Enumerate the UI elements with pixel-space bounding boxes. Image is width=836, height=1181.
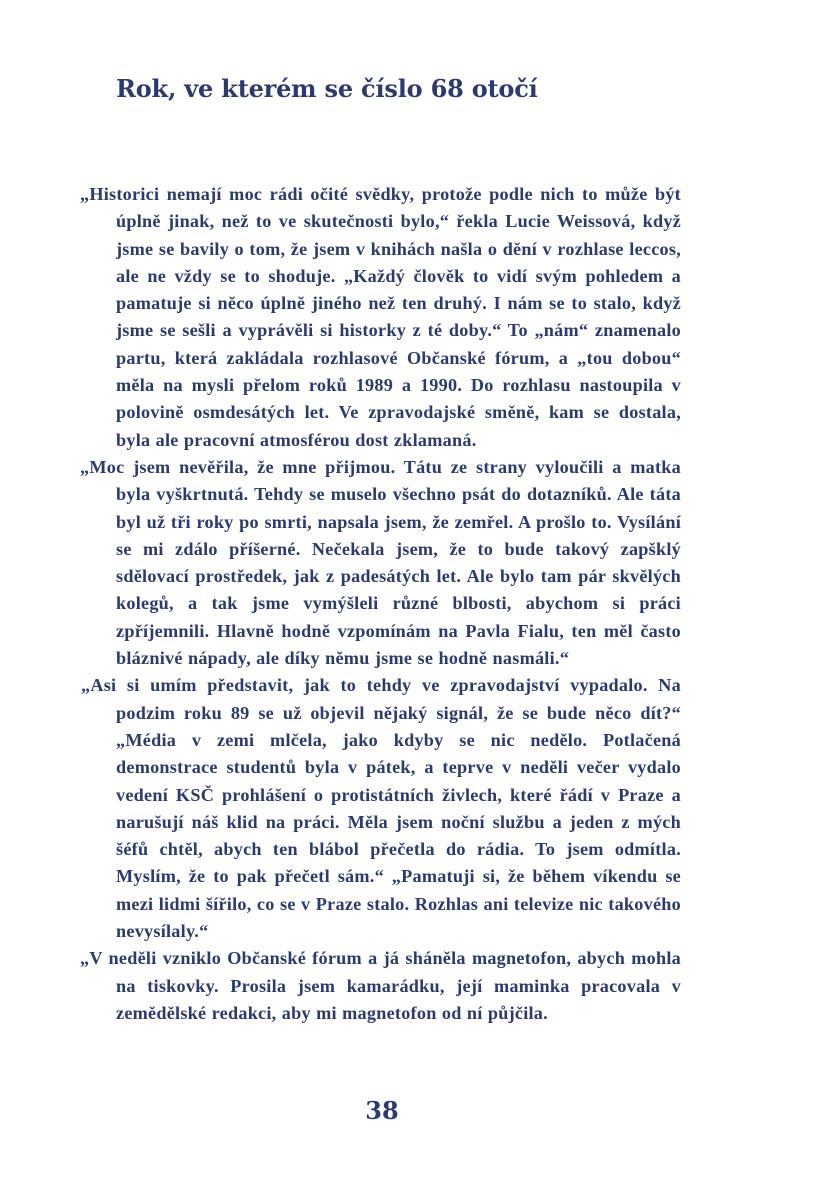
paragraph: „Moc jsem nevěřila, že mne přijmou. Tátu ze strany vyloučili a matka byla vyškrtnutá. Tehdy se muselo všechno psát do dotazníků. Ale táta byl už tři roky po smrti, napsala jsem, že zemřel. A prošlo to. Vysílání se mi zdálo příšerné. Nečekala jsem, že to bude takový zapšklý sdělovací prostředek, jak z padesátých let. Ale bylo tam pár skvělých kolegů, a tak jsme vymýšleli různé blbosti, abychom si práci zpříjemnili. Hlavně hodně vzpomínám na Pavla Fialu, ten měl často bláznivé nápady, ale díky němu jsme se hodně nasmáli.“	[80, 456, 681, 669]
body-text	[80, 181, 681, 1027]
paragraph: „V neděli vzniklo Občanské fórum a já sháněla magnetofon, abych mohla na tiskovky. Prosila jsem kamarádku, její maminka pracovala v zemědělské redakci, aby mi magnetofon od ní půjčila.	[80, 948, 681, 1023]
paragraph: „Asi si umím představit, jak to tehdy ve zpravodajství vypadalo. Na podzim roku 89 se už objevil nějaký signál, že se bude něco dít?“ „Média v zemi mlčela, jako kdyby se nic nedělo. Potlačená demonstrace studentů byla v pátek, a teprve v neděli večer vydalo vedení KSČ prohlášení o protistátních živlech, které řádí v Praze a narušují náš klid na práci. Měla jsem noční službu a jeden z mých šéfů chtěl, abych ten blábol přečetla do rádia. To jsem odmítla. Myslím, že to pak přečetl sám.“ „Pamatuji si, že během víkendu se mezi lidmi šířilo, co se v Praze stalo. Rozhlas ani televize nic takového nevysílaly.“	[81, 675, 681, 942]
paragraph: „Historici nemají moc rádi očité svědky, protože podle nich to může být úplně jinak, než to ve skutečnosti bylo,“ řekla Lucie Weissová, když jsme se bavily o tom, že jsem v knihách našla o dění v rozhlase leccos, ale ne vždy se to shoduje. „Každý člověk to vidí svým pohledem a pamatuje si něco úplně jiného než ten druhý. I nám se to stalo, když jsme se sešli a vyprávěli si historky z té doby.“ To „nám“ znamenalo partu, která zakládala rozhlasové Občanské fórum, a „tou dobou“ měla na mysli přelom roků 1989 a 1990. Do rozhlasu nastoupila v polovině osmdesátých let. Ve zpravodajské směně, kam se dostala, byla ale pracovní atmosférou dost zklamaná.	[80, 184, 681, 450]
page-title: Rok, ve kterém se číslo 68 otočí	[116, 74, 538, 103]
page-number: 38	[365, 1096, 399, 1125]
